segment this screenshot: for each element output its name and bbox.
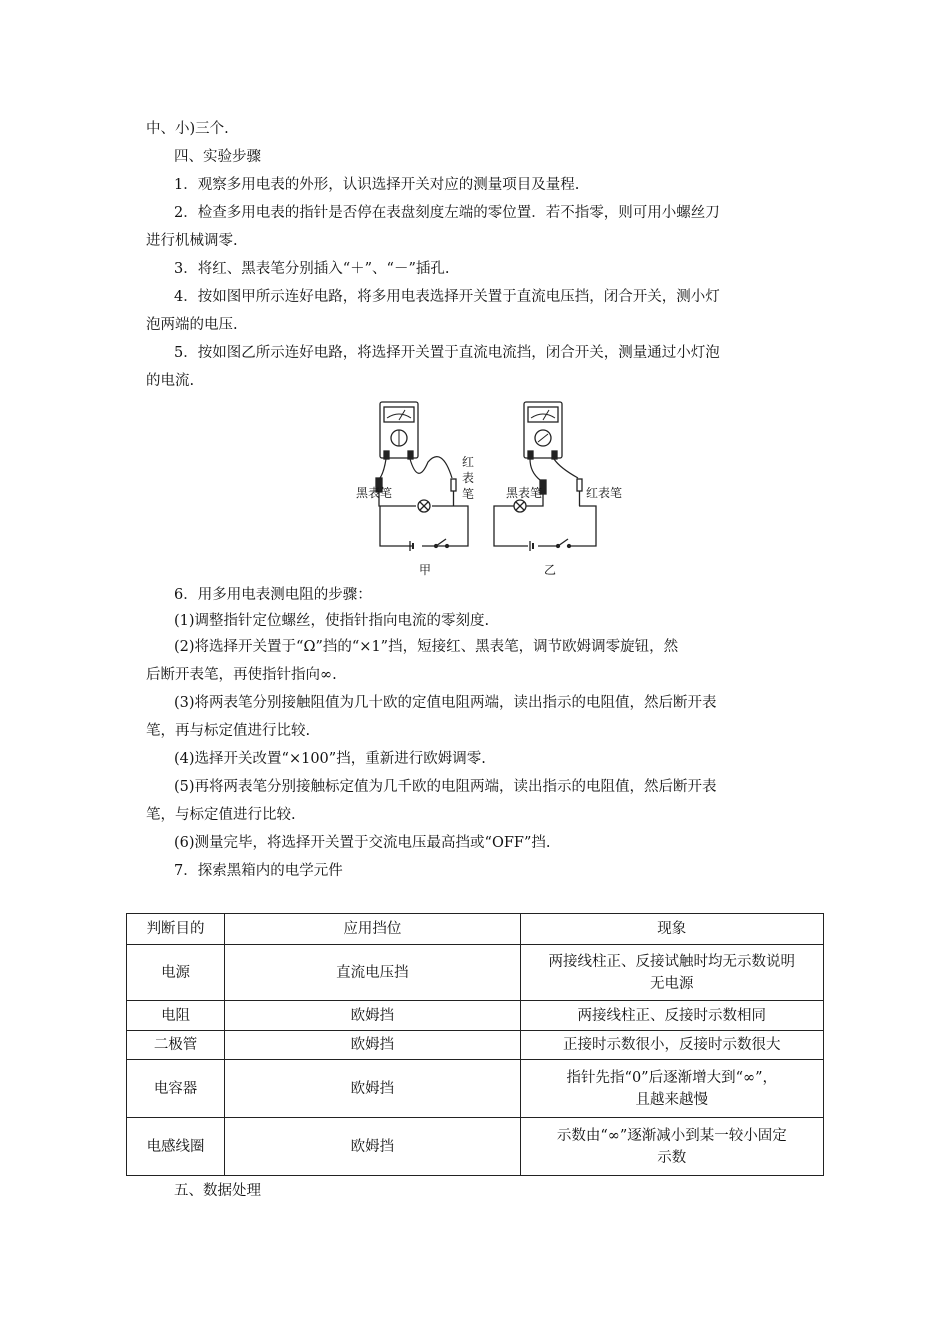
- cell-phenomenon: [520, 1060, 823, 1118]
- black-box-table: [126, 913, 824, 1176]
- figure-caption-left: 甲: [419, 563, 432, 577]
- step-1: 1．观察多用电表的外形，认识选择开关对应的测量项目及量程.: [174, 177, 580, 193]
- table-row: [127, 1031, 824, 1060]
- cell-target: 电容器: [127, 1060, 225, 1118]
- step-6-5-line-1: (5)再将两表笔分别接触标定值为几千欧的电阻两端，读出指示的电阻值，然后断开表: [174, 779, 717, 795]
- cell-setting: 欧姆挡: [225, 1001, 520, 1031]
- table-row: [127, 1118, 824, 1176]
- red-probe-label-left-2: 表: [462, 471, 475, 485]
- step-3: 3．将红、黑表笔分别插入“＋”、“－”插孔.: [174, 261, 450, 277]
- figure-caption-right: 乙: [544, 563, 557, 577]
- cell-setting: 直流电压挡: [225, 945, 520, 1001]
- cell-setting: 欧姆挡: [225, 1118, 520, 1176]
- cell-phenomenon: 两接线柱正、反接时示数相同: [520, 1001, 823, 1031]
- step-7: 7．探索黑箱内的电学元件: [174, 863, 343, 879]
- step-5-line-1: 5．按如图乙所示连好电路，将选择开关置于直流电流挡，闭合开关，测量通过小灯泡: [174, 345, 720, 361]
- header-setting: 应用挡位: [225, 914, 520, 945]
- cell-target: 二极管: [127, 1031, 225, 1060]
- table-row: [127, 1060, 824, 1118]
- phenomenon-line: 无电源: [650, 975, 694, 992]
- step-6-1: (1)调整指针定位螺丝，使指针指向电流的零刻度.: [174, 613, 490, 629]
- phenomenon-line: 示数由“∞”逐渐减小到某一较小固定: [556, 1127, 787, 1144]
- header-phenomenon: 现象: [520, 914, 823, 945]
- phenomenon-line: 指针先指“0”后逐渐增大到“∞”，: [566, 1069, 778, 1086]
- section-heading-data: 五、数据处理: [174, 1183, 261, 1199]
- step-6-5-line-2: 笔，与标定值进行比较.: [146, 807, 296, 823]
- cell-setting: 欧姆挡: [225, 1060, 520, 1118]
- red-probe-label-right: 红表笔: [586, 486, 623, 500]
- cell-phenomenon: [520, 945, 823, 1001]
- step-2-line-1: 2．检查多用电表的指针是否停在表盘刻度左端的零位置．若不指零，则可用小螺丝刀: [174, 205, 720, 221]
- step-4-line-1: 4．按如图甲所示连好电路，将多用电表选择开关置于直流电压挡，闭合开关，测小灯: [174, 289, 720, 305]
- multimeter-right-icon: [524, 402, 562, 459]
- cell-phenomenon: 正接时示数很小，反接时示数很大: [520, 1031, 823, 1060]
- header-target: 判断目的: [127, 914, 225, 945]
- step-6-2-line-1: (2)将选择开关置于“Ω”挡的“×1”挡，短接红、黑表笔，调节欧姆调零旋钮，然: [174, 639, 679, 655]
- step-6-3-line-2: 笔，再与标定值进行比较.: [146, 723, 311, 739]
- bulb-left-icon: [418, 500, 430, 512]
- section-heading-steps: 四、实验步骤: [174, 149, 261, 165]
- cell-target: 电阻: [127, 1001, 225, 1031]
- table-row: [127, 945, 824, 1001]
- multimeter-left-icon: [380, 402, 418, 459]
- cell-target: 电感线圈: [127, 1118, 225, 1176]
- step-4-line-2: 泡两端的电压.: [146, 317, 238, 333]
- red-probe-label-left-3: 笔: [462, 487, 475, 501]
- black-probe-label-right: 黑表笔: [506, 486, 543, 500]
- step-6-4: (4)选择开关改置“×100”挡，重新进行欧姆调零.: [174, 751, 486, 767]
- cell-phenomenon: [520, 1118, 823, 1176]
- step-6: 6．用多用电表测电阻的步骤：: [174, 587, 372, 603]
- step-2-line-2: 进行机械调零.: [146, 233, 238, 249]
- circuit-figure: [346, 396, 646, 582]
- phenomenon-line: 两接线柱正、反接试触时均无示数说明: [548, 953, 796, 970]
- cell-target: 电源: [127, 945, 225, 1001]
- phenomenon-line: 且越来越慢: [635, 1091, 709, 1108]
- bulb-right-icon: [514, 500, 526, 512]
- table-header-row: [127, 914, 824, 945]
- cell-setting: 欧姆挡: [225, 1031, 520, 1060]
- step-6-3-line-1: (3)将两表笔分别接触阻值为几十欧的定值电阻两端，读出指示的电阻值，然后断开表: [174, 695, 717, 711]
- phenomenon-line: 示数: [657, 1149, 687, 1166]
- step-5-line-2: 的电流.: [146, 373, 195, 389]
- table-row: [127, 1001, 824, 1031]
- step-6-6: (6)测量完毕，将选择开关置于交流电压最高挡或“OFF”挡.: [174, 835, 551, 851]
- black-probe-label-left: 黑表笔: [356, 486, 393, 500]
- step-6-2-line-2: 后断开表笔，再使指针指向∞.: [146, 667, 337, 683]
- red-probe-label-left-1: 红: [462, 455, 475, 469]
- text-line: 中、小)三个.: [146, 121, 229, 137]
